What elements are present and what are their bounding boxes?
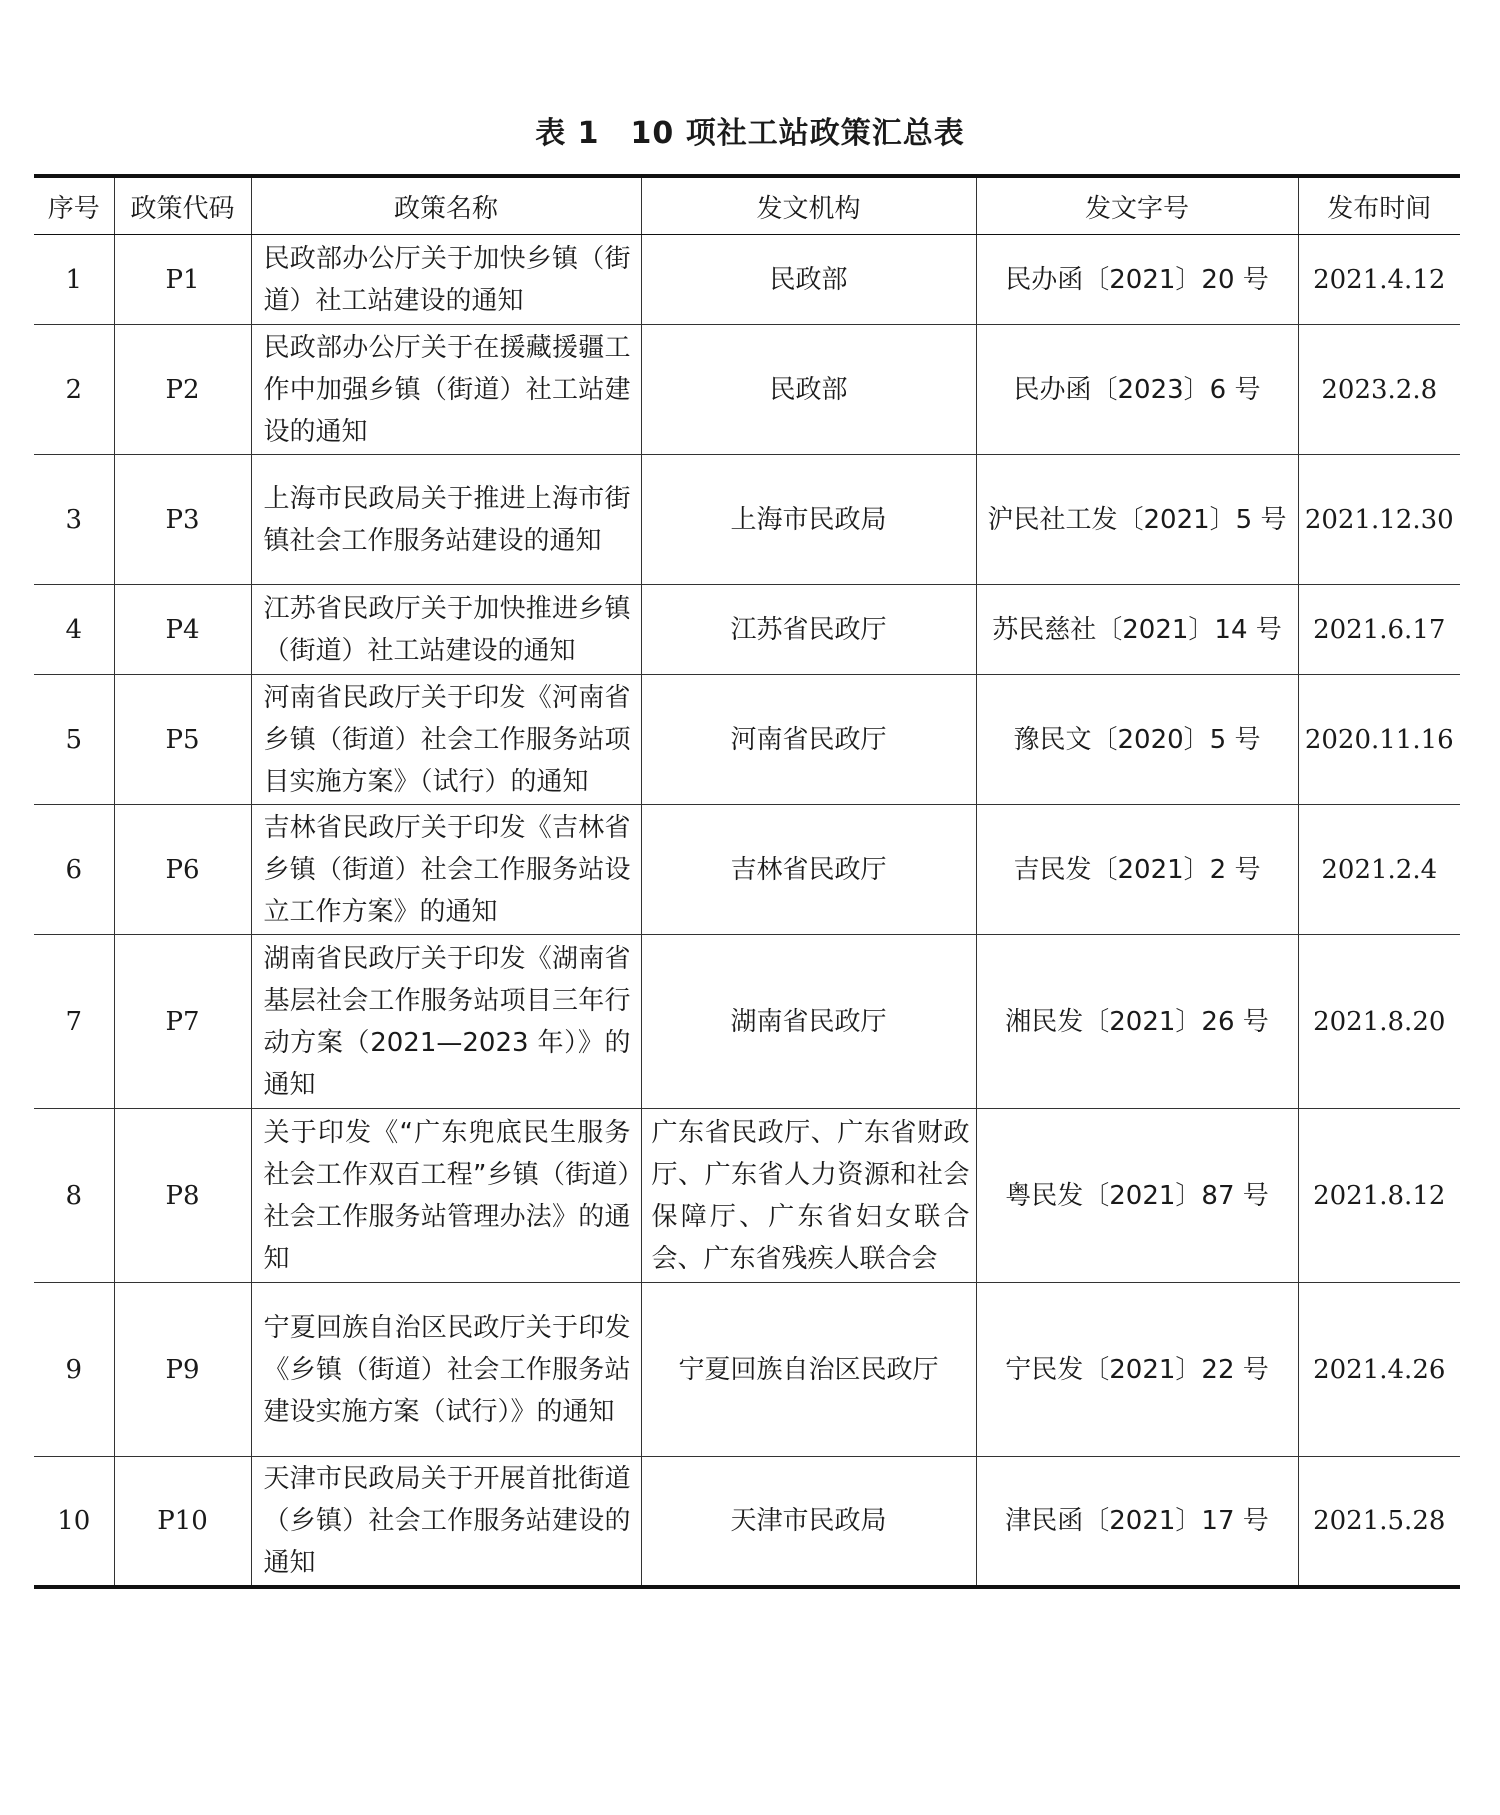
table-row xyxy=(34,675,1460,805)
table-header-row xyxy=(34,176,1460,235)
table-row xyxy=(34,1457,1460,1587)
table-caption: 表 1 10 项社工站政策汇总表 xyxy=(535,116,965,151)
cell-issuing-agency: 湖南省民政厅 xyxy=(641,935,976,1109)
header-issuing-agency: 发文机构 xyxy=(641,176,976,235)
cell-policy-code: P8 xyxy=(114,1109,251,1283)
cell-release-date: 2021.8.20 xyxy=(1298,935,1460,1109)
cell-policy-name: 湖南省民政厅关于印发《湖南省基层社会工作服务站项目三年行动方案（2021—2023 年）》的通知 xyxy=(251,935,641,1109)
cell-release-date: 2020.11.16 xyxy=(1298,675,1460,805)
cell-index: 8 xyxy=(34,1109,114,1283)
cell-issuing-agency: 吉林省民政厅 xyxy=(641,805,976,935)
cell-document-number: 沪民社工发〔2021〕5 号 xyxy=(976,455,1298,585)
table-row xyxy=(34,1109,1460,1283)
cell-index: 4 xyxy=(34,585,114,675)
cell-issuing-agency: 河南省民政厅 xyxy=(641,675,976,805)
cell-policy-code: P7 xyxy=(114,935,251,1109)
cell-release-date: 2021.12.30 xyxy=(1298,455,1460,585)
cell-release-date: 2021.5.28 xyxy=(1298,1457,1460,1587)
cell-index: 10 xyxy=(34,1457,114,1587)
cell-policy-code: P6 xyxy=(114,805,251,935)
cell-issuing-agency: 上海市民政局 xyxy=(641,455,976,585)
cell-issuing-agency: 宁夏回族自治区民政厅 xyxy=(641,1283,976,1457)
cell-policy-name: 关于印发《“广东兜底民生服务社会工作双百工程”乡镇（街道）社会工作服务站管理办法》的通知 xyxy=(251,1109,641,1283)
cell-document-number: 津民函〔2021〕17 号 xyxy=(976,1457,1298,1587)
cell-document-number: 粤民发〔2021〕87 号 xyxy=(976,1109,1298,1283)
cell-policy-code: P5 xyxy=(114,675,251,805)
cell-document-number: 宁民发〔2021〕22 号 xyxy=(976,1283,1298,1457)
cell-index: 1 xyxy=(34,235,114,325)
table-row xyxy=(34,325,1460,455)
cell-release-date: 2021.4.12 xyxy=(1298,235,1460,325)
table-row xyxy=(34,935,1460,1109)
table-row xyxy=(34,1283,1460,1457)
header-policy-code: 政策代码 xyxy=(114,176,251,235)
cell-document-number: 湘民发〔2021〕26 号 xyxy=(976,935,1298,1109)
table-row xyxy=(34,235,1460,325)
cell-index: 6 xyxy=(34,805,114,935)
cell-policy-name: 江苏省民政厅关于加快推进乡镇（街道）社工站建设的通知 xyxy=(251,585,641,675)
cell-release-date: 2021.4.26 xyxy=(1298,1283,1460,1457)
cell-issuing-agency: 民政部 xyxy=(641,235,976,325)
cell-issuing-agency: 江苏省民政厅 xyxy=(641,585,976,675)
cell-policy-code: P4 xyxy=(114,585,251,675)
cell-issuing-agency: 民政部 xyxy=(641,325,976,455)
cell-release-date: 2023.2.8 xyxy=(1298,325,1460,455)
cell-issuing-agency: 广东省民政厅、广东省财政厅、广东省人力资源和社会保障厅、广东省妇女联合会、广东省残疾人联合会 xyxy=(641,1109,976,1283)
header-policy-name: 政策名称 xyxy=(251,176,641,235)
header-release-date: 发布时间 xyxy=(1298,176,1460,235)
cell-policy-code: P10 xyxy=(114,1457,251,1587)
cell-policy-name: 宁夏回族自治区民政厅关于印发《乡镇（街道）社会工作服务站建设实施方案（试行）》的通知 xyxy=(251,1283,641,1457)
cell-policy-code: P2 xyxy=(114,325,251,455)
cell-index: 7 xyxy=(34,935,114,1109)
cell-document-number: 民办函〔2021〕20 号 xyxy=(976,235,1298,325)
cell-policy-code: P3 xyxy=(114,455,251,585)
cell-policy-name: 民政部办公厅关于在援藏援疆工作中加强乡镇（街道）社工站建设的通知 xyxy=(251,325,641,455)
cell-release-date: 2021.2.4 xyxy=(1298,805,1460,935)
header-document-number: 发文字号 xyxy=(976,176,1298,235)
cell-policy-name: 上海市民政局关于推进上海市街镇社会工作服务站建设的通知 xyxy=(251,455,641,585)
cell-issuing-agency: 天津市民政局 xyxy=(641,1457,976,1587)
cell-index: 5 xyxy=(34,675,114,805)
cell-document-number: 苏民慈社〔2021〕14 号 xyxy=(976,585,1298,675)
cell-document-number: 豫民文〔2020〕5 号 xyxy=(976,675,1298,805)
cell-release-date: 2021.8.12 xyxy=(1298,1109,1460,1283)
cell-index: 2 xyxy=(34,325,114,455)
cell-policy-code: P9 xyxy=(114,1283,251,1457)
cell-policy-code: P1 xyxy=(114,235,251,325)
header-index: 序号 xyxy=(34,176,114,235)
cell-document-number: 吉民发〔2021〕2 号 xyxy=(976,805,1298,935)
cell-release-date: 2021.6.17 xyxy=(1298,585,1460,675)
policy-summary-table xyxy=(34,174,1460,1589)
cell-document-number: 民办函〔2023〕6 号 xyxy=(976,325,1298,455)
cell-policy-name: 民政部办公厅关于加快乡镇（街道）社工站建设的通知 xyxy=(251,235,641,325)
cell-index: 9 xyxy=(34,1283,114,1457)
cell-policy-name: 吉林省民政厅关于印发《吉林省乡镇（街道）社会工作服务站设立工作方案》的通知 xyxy=(251,805,641,935)
table-row xyxy=(34,585,1460,675)
cell-policy-name: 天津市民政局关于开展首批街道（乡镇）社会工作服务站建设的通知 xyxy=(251,1457,641,1587)
table-row xyxy=(34,805,1460,935)
cell-policy-name: 河南省民政厅关于印发《河南省乡镇（街道）社会工作服务站项目实施方案》（试行）的通知 xyxy=(251,675,641,805)
cell-index: 3 xyxy=(34,455,114,585)
table-row xyxy=(34,455,1460,585)
